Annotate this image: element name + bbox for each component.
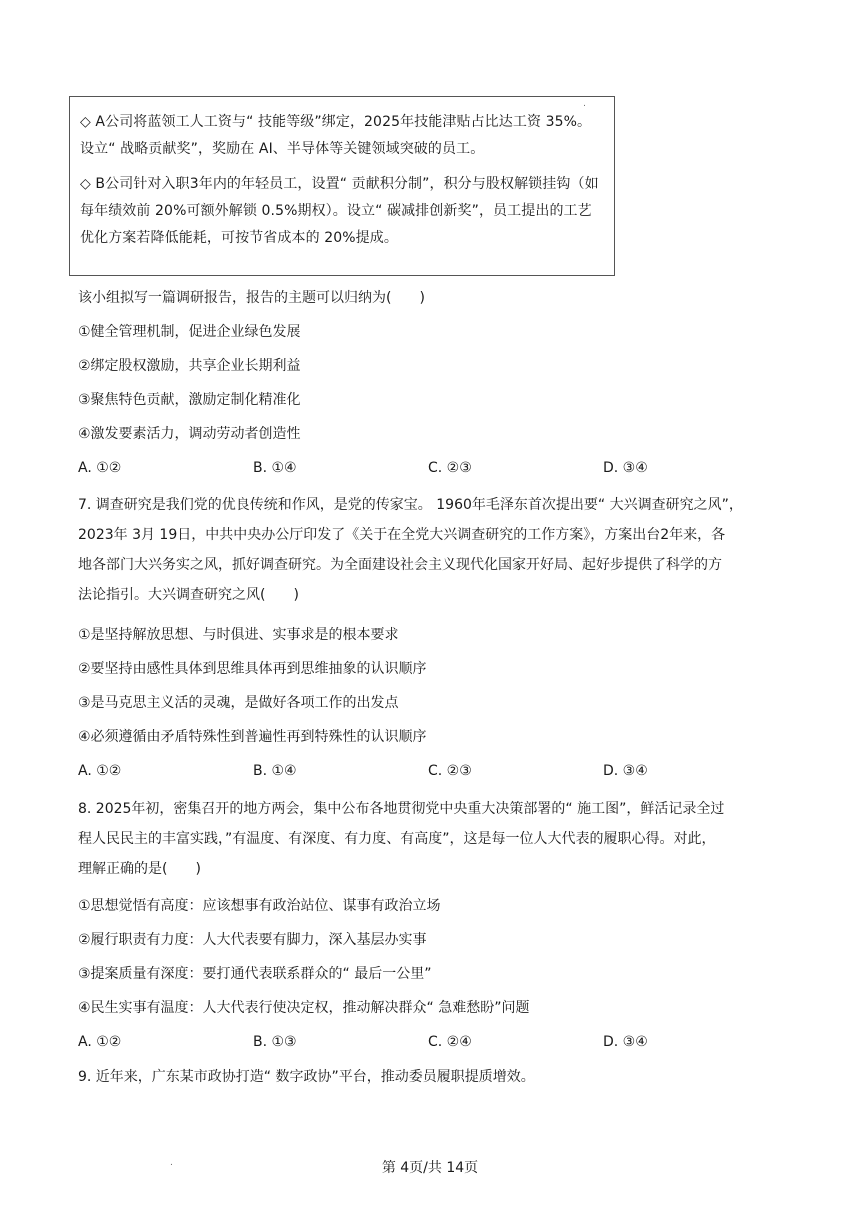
- choice-d: D. ③④: [603, 763, 648, 779]
- choice-c: C. ②③: [428, 460, 472, 476]
- stem-line-1: 7. 调查研究是我们党的优良传统和作风，是党的传家宝。 1960年毛泽东首次提出要“ 大兴调查研究之风”，: [78, 497, 743, 513]
- choice-b: B. ①③: [253, 1034, 297, 1050]
- footer-mark: .: [170, 1158, 173, 1168]
- option-1: ①健全管理机制，促进企业绿色发展: [78, 324, 301, 340]
- context-item-a: ◇ A公司将蓝领工人工资与“ 技能等级”绑定，2025年技能津贴占比达工资 35%。设立“ 战略贡献奖”，奖励在 AI、半导体等关键领域突破的员工。: [80, 114, 592, 157]
- answer-choices: [78, 1025, 798, 1059]
- option-3: ③是马克思主义活的灵魂，是做好各项工作的出发点: [78, 695, 399, 711]
- option-2: ②履行职责有力度：人大代表要有脚力，深入基层办实事: [78, 932, 427, 948]
- stem-line-2: 程人民民主的丰富实践，”有温度、有深度、有力度、有高度”，这是每一位人大代表的履职心得。对此，: [78, 831, 716, 847]
- choice-b: B. ①④: [253, 763, 297, 779]
- answer-choices: [78, 754, 798, 788]
- question-stem: 9. 近年来，广东某市政协打造“ 数字政协”平台，推动委员履职提质增效。: [78, 1069, 535, 1085]
- option-2: ②要坚持由感性具体到思维具体再到思维抽象的认识顺序: [78, 661, 427, 677]
- question-stem: 该小组拟写一篇调研报告，报告的主题可以归纳为( ): [78, 290, 425, 306]
- question-6: [78, 281, 798, 485]
- option-3: ③聚焦特色贡献，激励定制化精准化: [78, 392, 301, 408]
- box-mark: .: [583, 99, 586, 109]
- page-footer: 第 4页/共 14页: [381, 1160, 479, 1176]
- question-7: [78, 490, 798, 610]
- stem-line-4: 法论指引。大兴调查研究之风( ): [78, 587, 299, 603]
- option-1: ①是坚持解放思想、与时俱进、实事求是的根本要求: [78, 627, 399, 643]
- choice-d: D. ③④: [603, 460, 648, 476]
- choice-a: A. ①②: [78, 1034, 122, 1050]
- question-9: [78, 1060, 798, 1094]
- stem-line-1: 8. 2025年初，密集召开的地方两会，集中公布各地贯彻党中央重大决策部署的“ 施工图”，鲜活记录全过: [78, 801, 725, 817]
- choice-a: A. ①②: [78, 763, 122, 779]
- option-4: ④必须遵循由矛盾特殊性到普遍性再到特殊性的认识顺序: [78, 729, 427, 745]
- option-4: ④民生实事有温度：人大代表行使决定权，推动解决群众“ 急难愁盼”问题: [78, 1000, 530, 1016]
- option-4: ④激发要素活力，调动劳动者创造性: [78, 426, 301, 442]
- choice-c: C. ②④: [428, 1034, 472, 1050]
- option-3: ③提案质量有深度：要打通代表联系群众的“ 最后一公里”: [78, 966, 432, 982]
- context-item-b: ◇ B公司针对入职3年内的年轻员工，设置“ 贡献积分制”，积分与股权解锁挂钩（如每年绩效前 20%可额外解锁 0.5%期权）。设立“ 碳减排创新奖”，员工提出的工艺优化方案若降低能耗，可按节省成本的 20%提成。: [80, 176, 599, 246]
- stem-line-2: 2023年 3月 19日，中共中央办公厅印发了《关于在全党大兴调查研究的工作方案》，方案出台2年来，各: [78, 527, 726, 543]
- choice-d: D. ③④: [603, 1034, 648, 1050]
- choice-c: C. ②③: [428, 763, 472, 779]
- question-8-options: [78, 889, 798, 1059]
- stem-line-3: 地各部门大兴务实之风，抓好调查研究。为全面建设社会主义现代化国家开好局、起好步提供了科学的方: [78, 557, 722, 573]
- question-8: [78, 794, 798, 884]
- question-7-options: [78, 618, 798, 788]
- answer-choices: [78, 451, 798, 485]
- option-1: ①思想觉悟有高度：应该想事有政治站位、谋事有政治立场: [78, 898, 441, 914]
- choice-b: B. ①④: [253, 460, 297, 476]
- choice-a: A. ①②: [78, 460, 122, 476]
- stem-line-3: 理解正确的是( ): [78, 861, 201, 877]
- context-box: [69, 96, 615, 276]
- option-2: ②绑定股权激励，共享企业长期利益: [78, 358, 301, 374]
